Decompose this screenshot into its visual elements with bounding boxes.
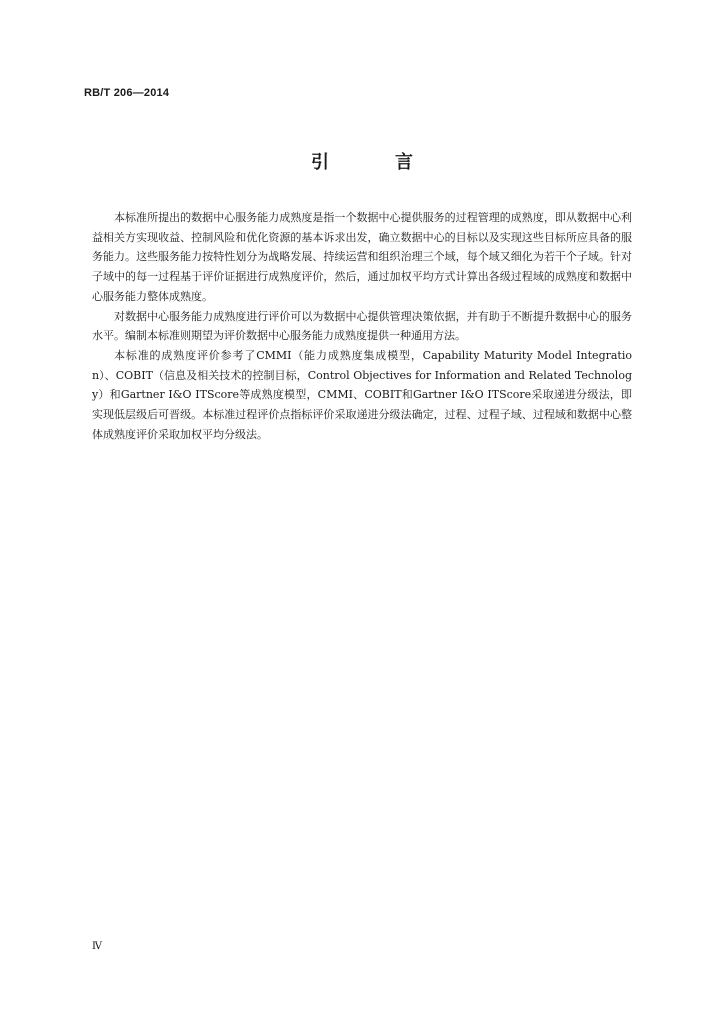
section-title: 引 言 — [311, 152, 437, 173]
page-number: Ⅳ — [92, 941, 102, 952]
body-text — [92, 208, 632, 444]
paragraph-1: 本标准所提出的数据中心服务能力成熟度是指一个数据中心提供服务的过程管理的成熟度，即从数据中心利益相关方实现收益、控制风险和优化资源的基本诉求出发，确立数据中心的目标以及实现这些目标所应具备的服务能力。这些服务能力按特性划分为战略发展、持续运营和组织治理三个域，每个域又细化为若干个子域。针对子域中的每一过程基于评价证据进行成熟度评价，然后，通过加权平均方式计算出各级过程域的成熟度和数据中心服务能力整体成熟度。 — [92, 211, 632, 303]
paragraph-3: 本标准的成熟度评价参考了CMMI（能力成熟度集成模型，Capability Maturity Model Integration）、COBIT（信息及相关技术的控制目标，Control Objectives for Information and Related Technology）和Gartner I&O ITScore等成熟度模型，CMMI、COBIT和Gartner I&O ITScore采取递进分级法，即实现低层级后可晋级。本标准过程评价点指标评价采取递进分级法确定，过程、过程子域、过程域和数据中心整体成熟度评价采取加权平均分级法。 — [92, 348, 632, 441]
document-code: RB/T 206—2014 — [84, 87, 170, 99]
paragraph-2: 对数据中心服务能力成熟度进行评价可以为数据中心提供管理决策依据，并有助于不断提升数据中心的服务水平。编制本标准则期望为评价数据中心服务能力成熟度提供一种通用方法。 — [92, 309, 632, 343]
